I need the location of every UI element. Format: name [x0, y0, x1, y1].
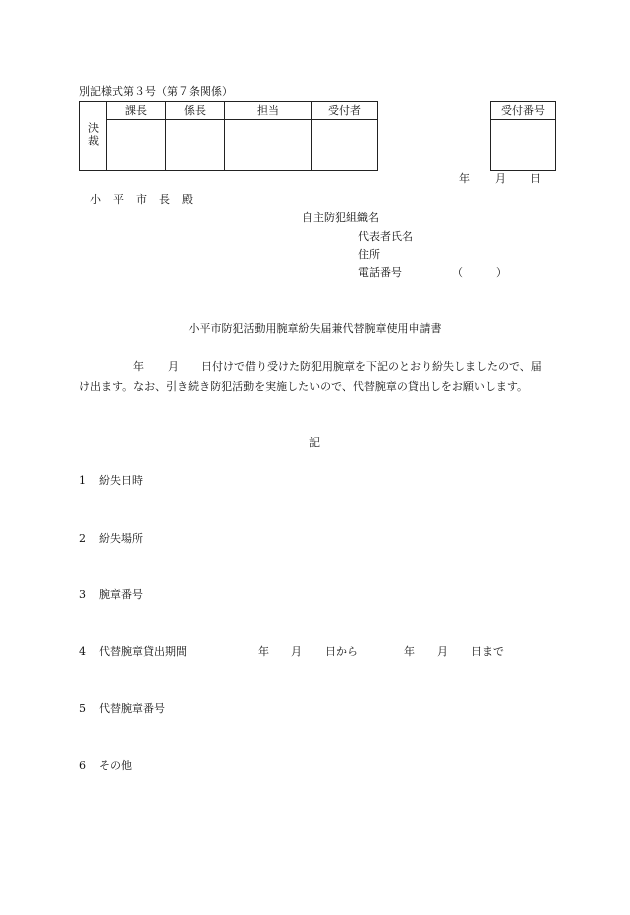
period-day-until: 日まで — [471, 645, 504, 658]
approval-stamp-table — [79, 101, 378, 171]
item-number: 4 — [79, 645, 86, 658]
approval-header-kakaricho: 係長 — [166, 102, 225, 120]
form-reference: 別記様式第３号（第７条関係） — [79, 85, 233, 98]
addressee-char: 市 — [136, 193, 147, 206]
period-year-until: 年 — [404, 645, 415, 658]
addressee-char: 小 — [90, 193, 101, 206]
addressee-char: 平 — [113, 193, 124, 206]
approval-side-label: 決裁 — [86, 121, 100, 148]
phone-label: 電話番号 — [358, 266, 402, 279]
approval-stamp-cell[interactable] — [312, 120, 378, 171]
item-number: 5 — [79, 702, 86, 715]
item-number: 6 — [79, 759, 86, 772]
item-other: その他 — [99, 759, 132, 772]
item-lost-datetime: 紛失日時 — [99, 474, 143, 487]
org-name-label: 自主防犯組織名 — [302, 211, 379, 224]
phone-parentheses: （ ） — [452, 266, 507, 279]
ki-heading: 記 — [309, 436, 320, 449]
addressee-char: 長 — [159, 193, 170, 206]
body-line1: 日付けで借り受けた防犯用腕章を下記のとおり紛失しましたので、届 — [201, 360, 542, 373]
date-month: 月 — [495, 172, 506, 185]
period-month-from: 月 — [291, 645, 302, 658]
period-day-from: 日から — [325, 645, 358, 658]
period-month-until: 月 — [437, 645, 448, 658]
body-line2: け出ます。なお、引き続き防犯活動を実施したいので、代替腕章の貸出しをお願いします。 — [79, 380, 529, 393]
receipt-number-table — [490, 101, 556, 171]
item-number: 2 — [79, 532, 86, 545]
item-lost-place: 紛失場所 — [99, 532, 143, 545]
date-day: 日 — [530, 172, 541, 185]
approval-header-uketsukesha: 受付者 — [312, 102, 378, 120]
period-year-from: 年 — [258, 645, 269, 658]
document-title: 小平市防犯活動用腕章紛失届兼代替腕章使用申請書 — [188, 322, 442, 335]
address-label: 住所 — [358, 248, 380, 261]
approval-header-kacho: 課長 — [107, 102, 166, 120]
approval-stamp-cell[interactable] — [166, 120, 225, 171]
item-number: 1 — [79, 474, 86, 487]
item-loan-period: 代替腕章貸出期間 — [99, 645, 187, 658]
approval-header-tanto: 担当 — [225, 102, 312, 120]
receipt-number-cell[interactable] — [491, 120, 556, 171]
approval-stamp-cell[interactable] — [225, 120, 312, 171]
approval-stamp-cell[interactable] — [107, 120, 166, 171]
addressee — [90, 193, 193, 207]
body-month: 月 — [168, 360, 179, 373]
addressee-char: 殿 — [182, 193, 193, 206]
item-replacement-number: 代替腕章番号 — [99, 702, 165, 715]
body-year: 年 — [133, 360, 144, 373]
date-year: 年 — [459, 172, 470, 185]
approval-side-cell — [80, 102, 107, 171]
item-armband-number: 腕章番号 — [99, 588, 143, 601]
item-number: 3 — [79, 588, 86, 601]
receipt-number-header: 受付番号 — [491, 102, 556, 120]
representative-label: 代表者氏名 — [358, 230, 413, 243]
